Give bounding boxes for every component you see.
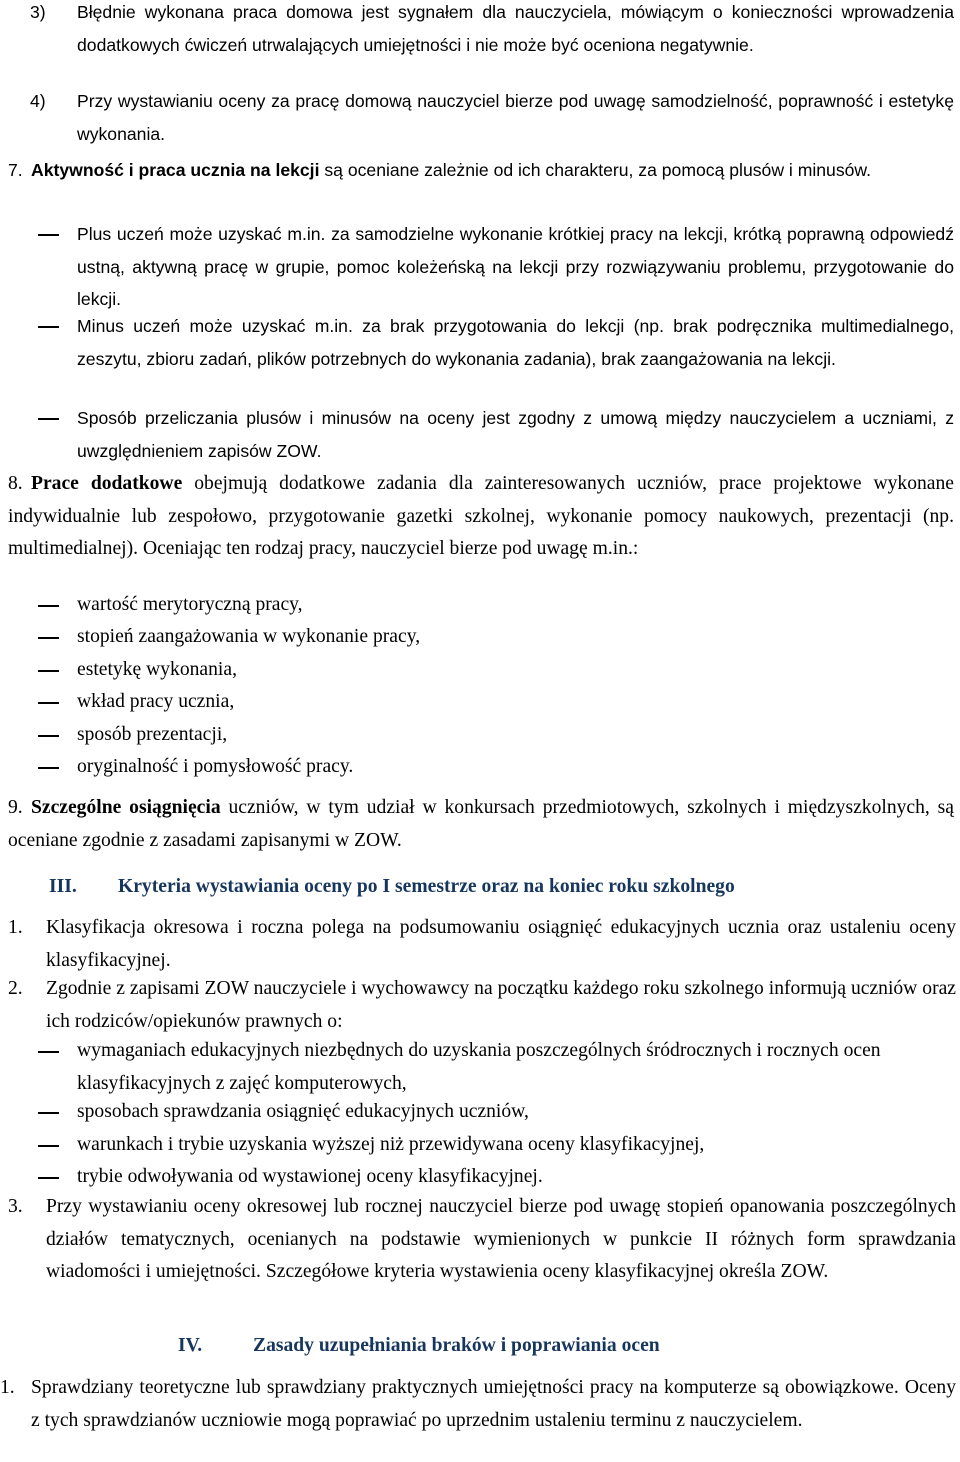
paragraph-homework-grading: Przy wystawianiu oceny za pracę domową nauczyciel bierze pod uwagę samodzielność, poprawność i estetykę wykonania.: [77, 91, 954, 144]
achievements-bold-term: Szczególne osiągnięcia: [31, 797, 221, 818]
dash-bullet: [38, 702, 59, 704]
achievements-text: uczniów, w tym udział w konkursach przedmiotowych, szkolnych i międzyszkolnych, są oceniane zgodnie z zasadami zapisanymi w ZOW.: [8, 797, 954, 851]
dash-bullet: [38, 1051, 59, 1053]
dash-bullet: [38, 735, 59, 737]
bullet-info: warunkach i trybie uzyskania wyższej niż przewidywana oceny klasyfikacyjnej,: [77, 1134, 705, 1155]
dash-bullet: [38, 1177, 59, 1179]
dash-bullet: [38, 767, 59, 769]
section-title: Kryteria wystawiania oceny po I semestrze oraz na koniec roku szkolnego: [118, 876, 735, 897]
item-number: 8.: [8, 473, 23, 494]
dash-bullet: [38, 637, 59, 639]
item-number: 9.: [8, 797, 23, 818]
paragraph-homework-errors: Błędnie wykonana praca domowa jest sygnałem dla nauczyciela, mówiącym o konieczności wprowadzenia dodatkowych ćwiczeń utrwalających umiejętności i nie może być oceniona negatywnie.: [77, 2, 954, 55]
item-number: 1.: [0, 1377, 15, 1398]
extra-work-text: obejmują dodatkowe zadania dla zainteresowanych uczniów, prace projektowe wykonane indywidualnie lub zespołowo, przygotowanie gazetki szkolnej, wykonanie pomocy naukowych, prezentacji (np. multimedialnej). Oceniając ten rodzaj pracy, nauczyciel bierze pod uwagę m.in.:: [8, 473, 954, 559]
paragraph-informing: Zgodnie z zapisami ZOW nauczyciele i wychowawcy na początku każdego roku szkolnego informują uczniów oraz ich rodziców/opiekunów prawnych o:: [46, 978, 956, 1032]
item-number: 1.: [8, 917, 23, 938]
bullet-info: trybie odwoływania od wystawionej oceny klasyfikacyjnej.: [77, 1166, 543, 1187]
bullet-extra-work: oryginalność i pomysłowość pracy.: [77, 756, 354, 777]
dash-bullet: [38, 1145, 59, 1147]
paragraph-activity: [8, 154, 954, 187]
section-numeral: III.: [49, 876, 77, 897]
bullet-conversion: Sposób przeliczania plusów i minusów na oceny jest zgodny z umową między nauczycielem a uczniami, z uwzględnieniem zapisów ZOW.: [77, 408, 954, 461]
section-numeral: IV.: [178, 1335, 203, 1356]
extra-work-bold-term: Prace dodatkowe: [31, 473, 183, 494]
paragraph-extra-work: [8, 468, 954, 566]
item-number: 3.: [8, 1196, 23, 1217]
dash-bullet: [38, 234, 59, 236]
paragraph-achievements: [8, 792, 954, 857]
bullet-plus: Plus uczeń może uzyskać m.in. za samodzielne wykonanie krótkiej pracy na lekcji, krótką poprawną odpowiedź ustną, aktywną pracę w grupie, pomoc koleżeńską na lekcji przy rozwiązywaniu problemu, przygotowanie do lekcji.: [77, 224, 954, 309]
bullet-extra-work: stopień zaangażowania w wykonanie pracy,: [77, 626, 421, 647]
item-number: 4): [30, 91, 46, 111]
section-title: Zasady uzupełniania braków i poprawiania ocen: [253, 1335, 660, 1356]
bullet-info: wymaganiach edukacyjnych niezbędnych do uzyskania poszczególnych śródrocznych i rocznych ocen klasyfikacyjnych z zajęć komputerowych,: [77, 1040, 881, 1094]
paragraph-classification: Klasyfikacja okresowa i roczna polega na podsumowaniu osiągnięć edukacyjnych ucznia oraz ustaleniu oceny klasyfikacyjnej.: [46, 917, 956, 971]
bullet-extra-work: wartość merytoryczną pracy,: [77, 594, 303, 615]
item-number: 3): [30, 2, 46, 22]
dash-bullet: [38, 605, 59, 607]
dash-bullet: [38, 670, 59, 672]
bullet-info: sposobach sprawdzania osiągnięć edukacyjnych uczniów,: [77, 1101, 529, 1122]
item-number: 7.: [8, 160, 23, 180]
bullet-extra-work: sposób prezentacji,: [77, 724, 228, 745]
bullet-minus: Minus uczeń może uzyskać m.in. za brak przygotowania do lekcji (np. brak podręcznika multimedialnego, zeszytu, zbioru zadań, plików potrzebnych do wykonania zadania), brak zaangażowania na lekcji.: [77, 316, 954, 369]
paragraph-retakes: Sprawdziany teoretyczne lub sprawdziany praktycznych umiejętności pracy na komputerze są obowiązkowe. Oceny z tych sprawdzianów uczniowie mogą poprawiać po uprzednim ustaleniu terminu z nauczycielem.: [31, 1377, 956, 1431]
paragraph-semester-grade: Przy wystawianiu oceny okresowej lub rocznej nauczyciel bierze pod uwagę stopień opanowania poszczególnych działów tematycznych, ocenianych na podstawie wymienionych w punkcie II różnych form sprawdzania wiadomości i umiejętności. Szczegółowe kryteria wystawienia oceny klasyfikacyjnej określa ZOW.: [46, 1196, 956, 1282]
bullet-extra-work: estetykę wykonania,: [77, 659, 237, 680]
item-number: 2.: [8, 978, 23, 999]
bullet-extra-work: wkład pracy ucznia,: [77, 691, 235, 712]
activity-bold-term: Aktywność i praca ucznia na lekcji: [31, 160, 320, 180]
dash-bullet: [38, 326, 59, 328]
activity-text: są oceniane zależnie od ich charakteru, za pomocą plusów i minusów.: [319, 160, 872, 180]
dash-bullet: [38, 1112, 59, 1114]
dash-bullet: [38, 418, 59, 420]
